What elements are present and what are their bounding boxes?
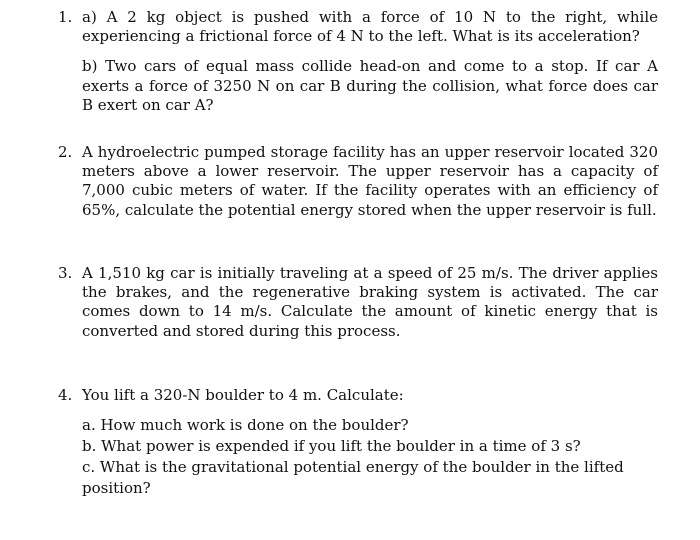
question-1 <box>58 8 658 115</box>
question-4 <box>58 386 658 499</box>
question-3-text: A 1,510 kg car is initially traveling at a speed of 25 m/s. The driver applies the brakes, and the regenerative braking system is activated. The car comes down to 14 m/s. Calculate the amount of kinetic energy that is converted and stored during this process. <box>82 264 658 340</box>
question-4a-text: a. How much work is done on the boulder? <box>82 416 409 435</box>
question-1a-text: a) A 2 kg object is pushed with a force of 10 N to the right, while experiencing a frictional force of 4 N to the left. What is its acceleration? <box>82 8 658 46</box>
question-1b-text: b) Two cars of equal mass collide head-on and come to a stop. If car A exerts a force of 3250 N on car B during the collision, what force does car B exert on car A? <box>82 57 658 114</box>
question-number: 4. <box>58 386 73 404</box>
question-4-text: You lift a 320-N boulder to 4 m. Calculate: <box>82 386 404 404</box>
question-number: 3. <box>58 264 73 282</box>
question-2-text: A hydroelectric pumped storage facility has an upper reservoir located 320 meters above a lower reservoir. The upper reservoir has a capacity of 7,000 cubic meters of water. If the facility operates with an efficiency of 65%, calculate the potential energy stored when the upper reservoir is full. <box>82 143 658 219</box>
question-number: 1. <box>58 8 73 26</box>
question-4b-text: b. What power is expended if you lift the boulder in a time of 3 s? <box>82 437 581 456</box>
question-3 <box>58 264 658 341</box>
question-4c-text: c. What is the gravitational potential energy of the boulder in the lifted position? <box>82 458 624 498</box>
question-2 <box>58 143 658 220</box>
question-number: 2. <box>58 143 73 161</box>
